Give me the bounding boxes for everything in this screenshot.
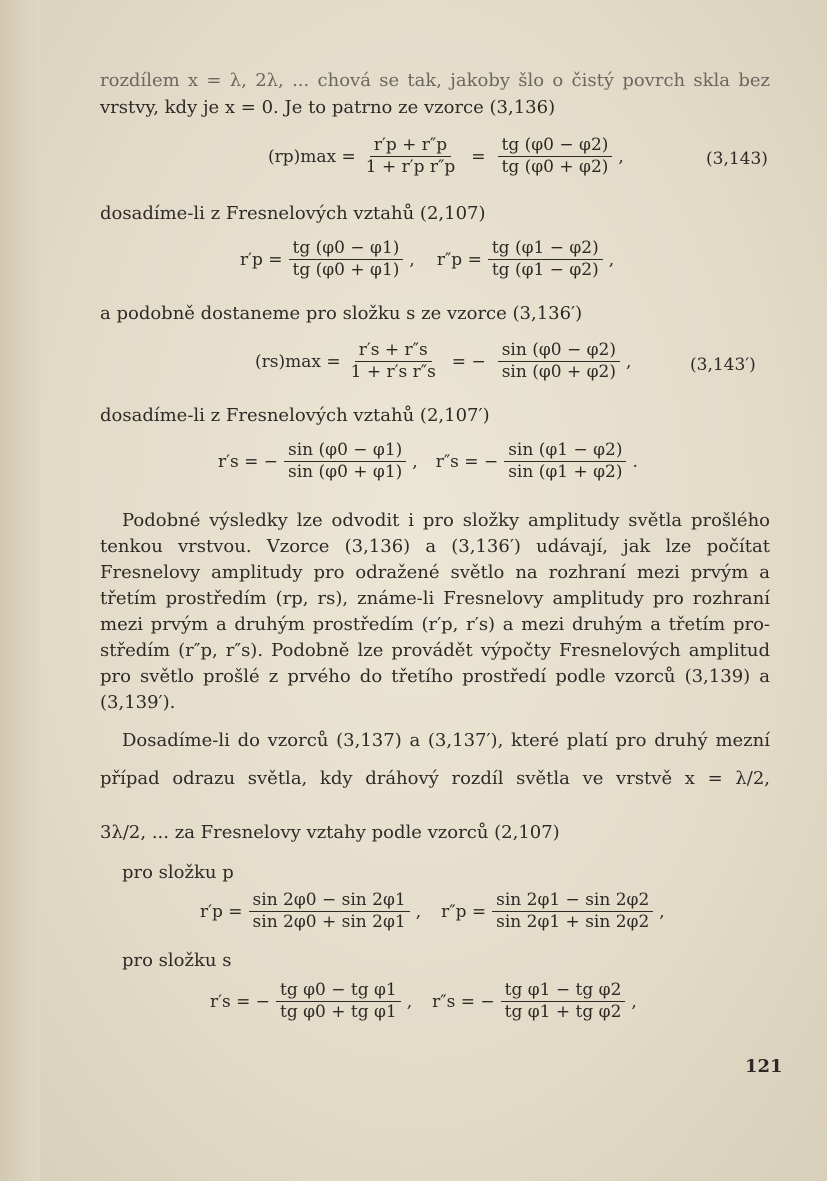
fraction xyxy=(488,238,603,282)
paragraph-line: Fresnelovy amplitudy pro odražené světlo na rozhraní mezi prvým a xyxy=(100,562,770,583)
denominator: tg (φ0 + φ1) xyxy=(292,260,400,281)
eq-lhs: (rs)max = xyxy=(255,351,341,372)
numerator: r′p + r″p xyxy=(370,135,451,157)
fraction xyxy=(249,890,410,934)
equation-number: (3,143′) xyxy=(690,355,756,375)
eq-lhs: r″s = − xyxy=(432,991,495,1012)
denominator: 1 + r′p r″p xyxy=(365,157,456,178)
fraction xyxy=(276,980,401,1024)
eq-lhs: r″s = − xyxy=(435,451,499,472)
equation-p-second-case: r′p = $\frac{\sin 2\varphi 0 - \sin 2\varphi 1}{\sin 2\varphi 0 + \sin 2\varphi 1}$ , r″p = $\frac{\sin 2\varphi 1 - \sin 2\varphi 2}{\sin 2\varphi 1 + \sin 2\varphi 2}$ , xyxy=(200,890,665,933)
denominator: sin (φ0 + φ1) xyxy=(288,462,403,483)
denominator: 1 + r′s r″s xyxy=(350,362,436,383)
denominator: tg φ0 + tg φ1 xyxy=(280,1002,397,1023)
equation-3-143: (rp)max = $\frac{r'p + r''p}{\text{1 + r′p r″p}}$ = $\frac{tg (\varphi 0 - \varphi 2)}{tg (\varphi 0 + \varphi 2)}$ , xyxy=(268,135,624,178)
equation-3-143-prime: (rs)max = $\frac{r's + r''s}{\text{1 + r′s r″s}}$ = − $\frac{\sin (\varphi 0 - \varphi 2)}{\sin (\varphi 0 + \varphi 2)}$ , xyxy=(255,340,632,383)
numerator: sin (φ0 − φ2) xyxy=(498,340,620,362)
fraction xyxy=(289,238,404,282)
numerator: tg φ1 − tg φ2 xyxy=(501,980,626,1002)
paragraph-line: tenkou vrstvou. Vzorce (3,136) a (3,136′) udávají, jak lze počítat xyxy=(100,536,770,557)
eq-lhs: (rp)max = xyxy=(268,146,356,167)
fraction xyxy=(498,340,620,384)
paragraph-line: Dosadíme-li do vzorců (3,137) a (3,137′), které platí pro druhý mezní xyxy=(122,730,770,751)
paragraph-line: středím (r″p, r″s). Podobně lze provádět výpočty Fresnelových amplitud xyxy=(100,640,770,661)
eq-lhs: r′p = xyxy=(240,249,283,270)
paragraph-line: mezi prvým a druhým prostředím (r′p, r′s) a mezi druhým a třetím pro- xyxy=(100,614,770,635)
numerator: sin 2φ1 − sin 2φ2 xyxy=(492,890,653,912)
numerator: tg φ0 − tg φ1 xyxy=(276,980,401,1002)
numerator: sin 2φ0 − sin 2φ1 xyxy=(249,890,410,912)
paragraph-line: třetím prostředím (rp, rs), známe-li Fresnelovy amplitudy pro rozhraní xyxy=(100,588,770,609)
fraction xyxy=(504,440,626,484)
equation-s-second-case: r′s = − $\frac{\text{tg φ0 − tg φ1}}{\text{tg φ0 + tg φ1}}$ , r″s = − $\frac{\text{tg φ1 − tg φ2}}{\text{tg φ1 + tg φ2}}$ , xyxy=(210,980,637,1023)
fraction xyxy=(362,135,460,179)
equation-fresnel-s: r′s = − $\frac{\sin (\varphi 0 - \varphi 1)}{\sin (\varphi 0 + \varphi 1)}$ , r″s = − $\frac{\sin (\varphi 1 - \varphi 2)}{\sin (\varphi 1 + \varphi 2)}$ . xyxy=(218,440,638,483)
eq-lhs: r′s = − xyxy=(218,451,279,472)
paragraph-line: Podobné výsledky lze odvodit i pro složky amplitudy světla prošlého xyxy=(122,510,770,531)
paragraph-line: pro světlo prošlé z prvého do třetího prostředí podle vzorců (3,139) a xyxy=(100,666,770,687)
subheading-p: pro složku p xyxy=(122,862,234,883)
paragraph-line: 3λ/2, ... za Fresnelovy vztahy podle vzorců (2,107) xyxy=(100,822,560,843)
equation-fresnel-p: r′p = $\frac{tg (\varphi 0 - \varphi 1)}{tg (\varphi 0 + \varphi 1)}$ , r″p = $\frac{tg (\varphi 1 - \varphi 2)}{tg (\varphi 1 - \varphi 2)}$ , xyxy=(240,238,615,281)
eq-lhs: r′s = − xyxy=(210,991,271,1012)
fraction xyxy=(501,980,626,1024)
denominator: tg (φ1 − φ2) xyxy=(491,260,599,281)
text-line-5: dosadíme-li z Fresnelových vztahů (2,107′) xyxy=(100,405,490,426)
eq-lhs: r″p = xyxy=(436,249,482,270)
text-line-3: dosadíme-li z Fresnelových vztahů (2,107) xyxy=(100,203,486,224)
text-line-4: a podobně dostaneme pro složku s ze vzorce (3,136′) xyxy=(100,303,583,324)
numerator: tg (φ1 − φ2) xyxy=(488,238,603,260)
equation-number: (3,143) xyxy=(706,149,768,169)
subheading-s: pro složku s xyxy=(122,950,232,971)
denominator: tg (φ0 + φ2) xyxy=(501,157,609,178)
numerator: sin (φ0 − φ1) xyxy=(284,440,406,462)
paragraph-line: případ odrazu světla, kdy dráhový rozdíl světla ve vrstvě x = λ/2, xyxy=(100,768,770,789)
denominator: tg φ1 + tg φ2 xyxy=(504,1002,622,1023)
fraction xyxy=(347,340,440,384)
numerator: r′s + r″s xyxy=(355,340,432,362)
denominator: sin (φ1 + φ2) xyxy=(508,462,623,483)
eq-lhs: r′p = xyxy=(200,901,243,922)
text-line-2: vrstvy, kdy je x = 0. Je to patrno ze vzorce (3,136) xyxy=(100,97,556,118)
fraction xyxy=(492,890,653,934)
text-line-1: rozdílem x = λ, 2λ, ... chová se tak, jakoby šlo o čistý povrch skla bez xyxy=(100,70,770,91)
numerator: tg (φ0 − φ1) xyxy=(289,238,404,260)
denominator: sin (φ0 + φ2) xyxy=(501,362,616,383)
page-gutter xyxy=(0,0,40,1181)
fraction xyxy=(284,440,406,484)
numerator: sin (φ1 − φ2) xyxy=(504,440,626,462)
paragraph-line: (3,139′). xyxy=(100,692,176,713)
denominator: sin 2φ1 + sin 2φ2 xyxy=(496,912,650,933)
fraction xyxy=(498,135,613,179)
page-number: 121 xyxy=(745,1056,783,1077)
denominator: sin 2φ0 + sin 2φ1 xyxy=(252,912,406,933)
numerator: tg (φ0 − φ2) xyxy=(498,135,613,157)
eq-lhs: r″p = xyxy=(441,901,487,922)
